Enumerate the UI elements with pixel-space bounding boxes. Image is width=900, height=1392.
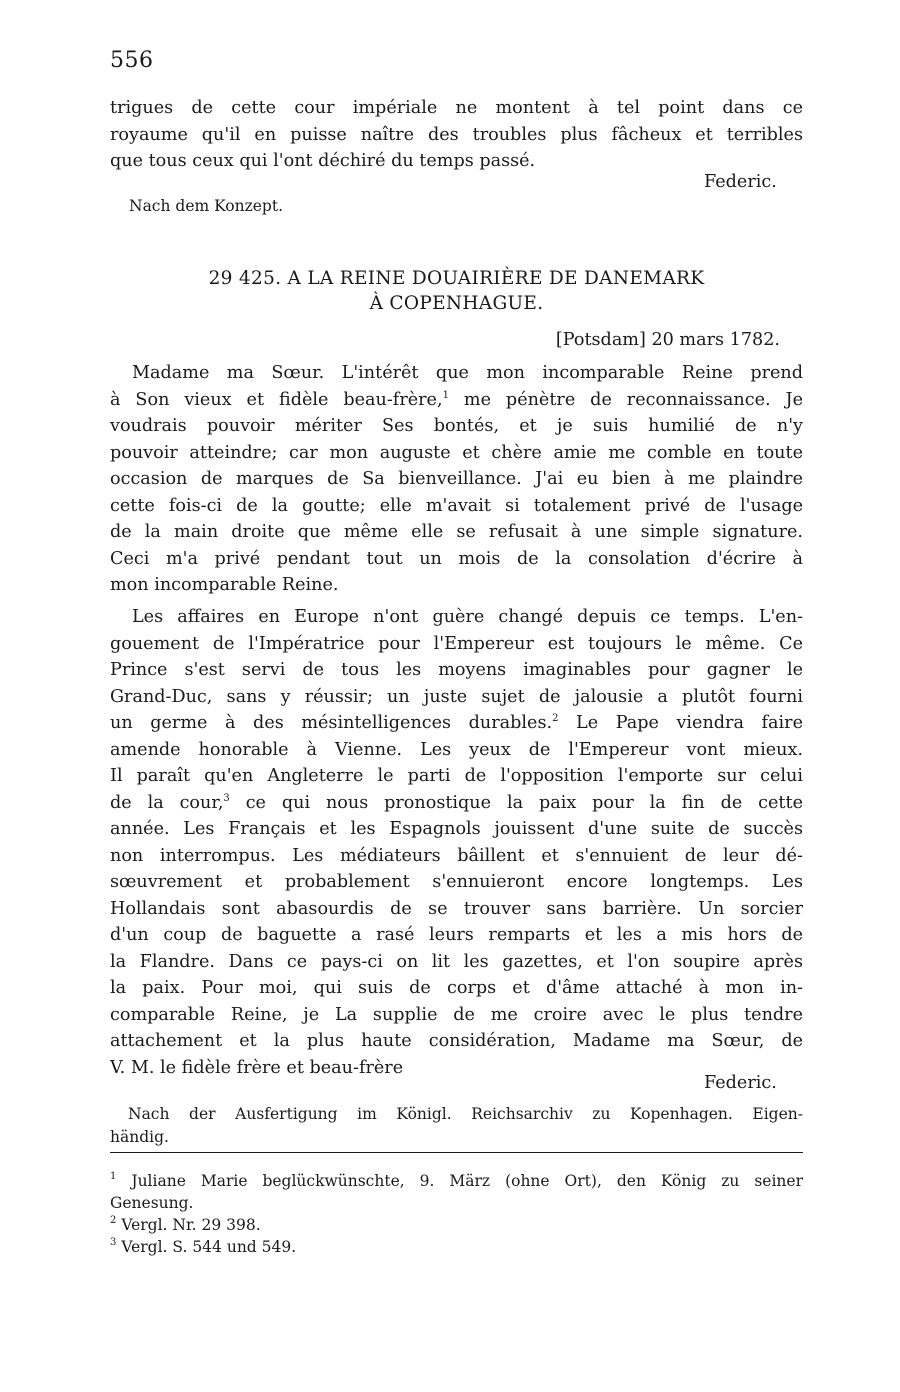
- text-line: Hollandais sont abasourdis de se trouver sans barrière. Un sorcier: [110, 898, 803, 919]
- text-line: Grand-Duc, sans y réussir; un juste sujet de jalousie a plutôt fourni: [110, 686, 803, 707]
- text-line: pouvoir atteindre; car mon auguste et chère amie me comble en toute: [110, 442, 803, 463]
- text-line: non interrompus. Les médiateurs bâillent et s'ennuient de leur dé-: [110, 845, 803, 866]
- text-line: Genesung.: [110, 1194, 194, 1212]
- footnote-marker: 1: [442, 389, 449, 401]
- text-line: année. Les Français et les Espagnols jouissent d'une suite de succès: [110, 819, 803, 839]
- footnote: [110, 1170, 803, 1214]
- text-line: voudrais pouvoir mériter Ses bontés, et je suis humilié de n'y: [110, 416, 803, 436]
- text-line: [110, 710, 803, 737]
- text-line: Madame ma Sœur. L'intérêt que mon incomparable Reine prend: [132, 363, 803, 383]
- text-line: cette fois-ci de la goutte; elle m'avait si totalement privé de l'usage: [110, 495, 803, 516]
- text-fragment: Le Pape viendra faire: [558, 713, 803, 733]
- letter-date: [Potsdam] 20 mars 1782.: [555, 330, 780, 350]
- signature: Federic.: [704, 172, 777, 192]
- paragraph: [110, 604, 803, 1081]
- footnote: [110, 1214, 803, 1236]
- text-line: gouement de l'Impératrice pour l'Empereur est toujours le même. Ce: [110, 633, 803, 654]
- signature: Federic.: [704, 1073, 777, 1093]
- text-line: occasion de marques de Sa bienveillance. J'ai eu bien à me plaindre: [110, 469, 803, 489]
- footnote-marker: 3: [223, 792, 230, 804]
- text-line: la Flandre. Dans ce pays-ci on lit les gazettes, et l'on soupire après: [110, 951, 803, 972]
- footnote: [110, 1236, 803, 1258]
- text-fragment: de la cour,: [110, 792, 224, 813]
- text-line: que tous ceux qui l'ont déchiré du temps passé.: [110, 151, 536, 171]
- text-line: de la main droite que même elle se refusait à une simple signature.: [110, 522, 803, 542]
- text-line: Il paraît qu'en Angleterre le parti de l'opposition l'emporte sur celui: [110, 766, 803, 786]
- page-number: 556: [110, 48, 154, 73]
- paragraph: [110, 360, 803, 599]
- text-line: V. M. le fidèle frère et beau-frère: [110, 1057, 404, 1078]
- text-fragment: Juliane Marie beglückwünschte, 9. März (ohne Ort), den König zu seiner: [131, 1172, 803, 1190]
- text-line: comparable Reine, je La supplie de me croire avec le plus tendre: [110, 1004, 803, 1025]
- heading-line: 29 425. A LA REINE DOUAIRIÈRE DE DANEMARK: [208, 268, 705, 289]
- text-line: trigues de cette cour impériale ne montent à tel point dans ce: [110, 98, 803, 118]
- text-line: Nach der Ausfertigung im Königl. Reichsarchiv zu Kopenhagen. Eigen-: [128, 1105, 803, 1123]
- heading-line: À COPENHAGUE.: [369, 293, 544, 314]
- text-line: la paix. Pour moi, qui suis de corps et d'âme attaché à mon in-: [110, 978, 803, 998]
- source-note: Nach dem Konzept.: [129, 197, 284, 215]
- text-fragment: ce qui nous pronostique la paix pour la fin de cette: [229, 792, 803, 813]
- footnote-number: 2: [110, 1215, 117, 1226]
- text-line: royaume qu'il en puisse naître des troubles plus fâcheux et terribles: [110, 124, 803, 145]
- text-fragment: un germe à des mésintelligences durables.: [110, 713, 553, 733]
- footnote-marker: 2: [552, 713, 559, 724]
- text-line: amende honorable à Vienne. Les yeux de l'Empereur vont mieux.: [110, 739, 803, 760]
- footnote-divider: [110, 1152, 803, 1153]
- text-fragment: me pénètre de reconnaissance. Je: [448, 389, 804, 410]
- previous-letter-ending: [110, 95, 803, 175]
- letter-heading: [110, 266, 803, 316]
- text-line: [110, 790, 803, 817]
- text-line: [110, 387, 803, 414]
- text-line: attachement et la plus haute considération, Madame ma Sœur, de: [110, 1031, 803, 1051]
- text-fragment: Vergl. S. 544 und 549.: [121, 1238, 297, 1256]
- text-line: Ceci m'a privé pendant tout un mois de la consolation d'écrire à: [110, 548, 803, 569]
- text-fragment: Vergl. Nr. 29 398.: [121, 1216, 261, 1234]
- text-line: d'un coup de baguette a rasé leurs remparts et les a mis hors de: [110, 925, 803, 945]
- text-line: [110, 1214, 803, 1236]
- footnote-number: 1: [110, 1171, 117, 1182]
- text-line: sœuvrement et probablement s'ennuieront encore longtemps. Les: [110, 872, 803, 892]
- text-fragment: à Son vieux et fidèle beau-frère,: [110, 389, 443, 410]
- text-line: [110, 1236, 803, 1258]
- text-line: [110, 1170, 803, 1192]
- text-line: Prince s'est servi de tous les moyens imaginables pour gagner le: [110, 660, 803, 680]
- source-note: [110, 1103, 803, 1149]
- footnote-number: 3: [110, 1237, 117, 1248]
- text-line: händig.: [110, 1128, 169, 1146]
- text-line: Les affaires en Europe n'ont guère changé depuis ce temps. L'en-: [132, 607, 803, 627]
- text-line: mon incomparable Reine.: [110, 575, 339, 595]
